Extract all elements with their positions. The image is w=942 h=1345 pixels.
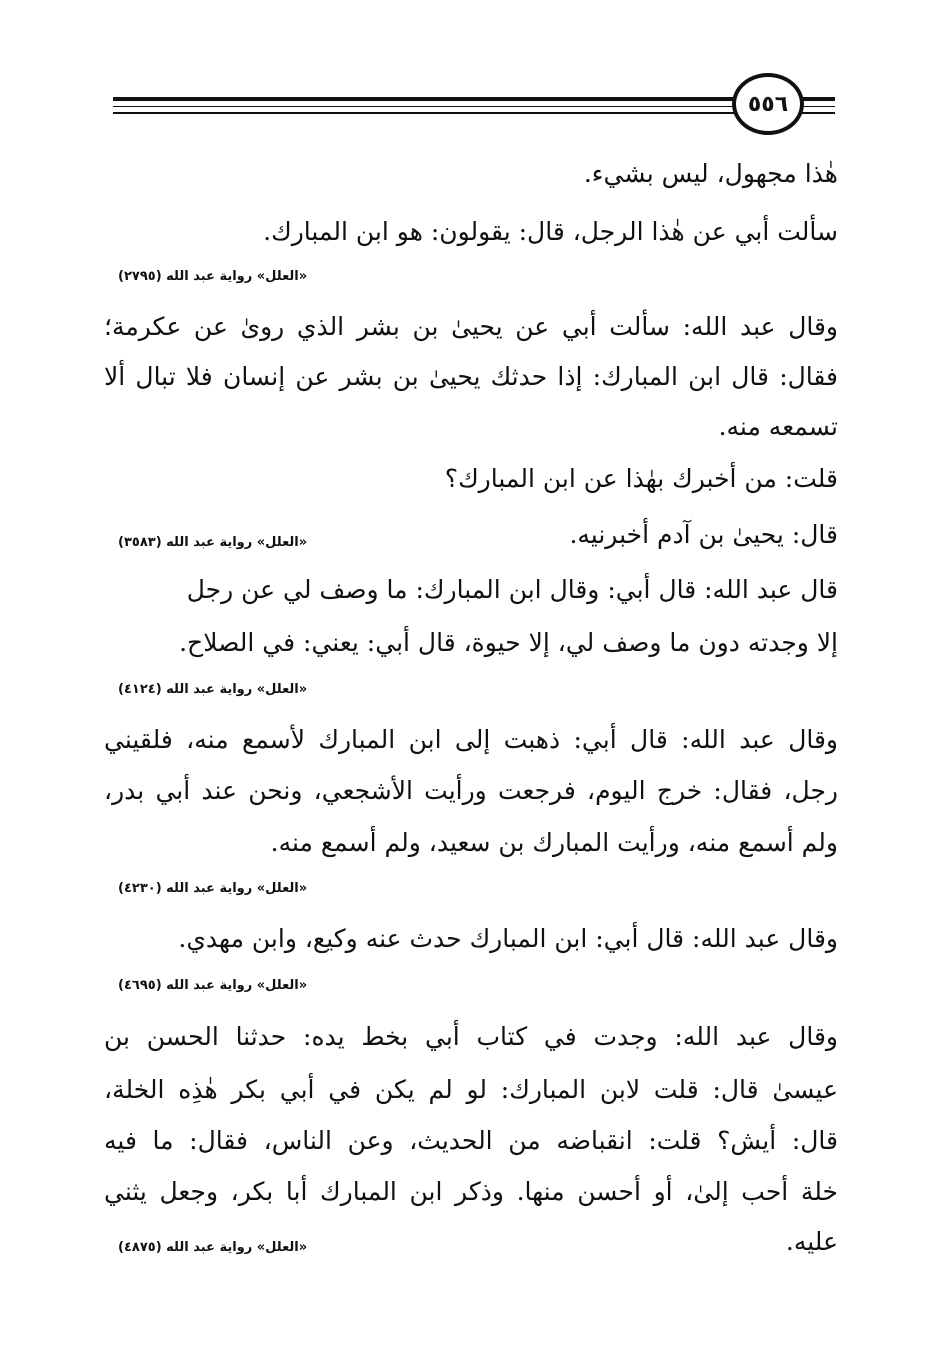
text-line: ولم أسمع منه، ورأيت المبارك بن سعيد، ولم أسمع منه. <box>270 828 838 857</box>
text-line: عليه. <box>785 1227 838 1256</box>
text-line: قال: يحيىٰ بن آدم أخبرنيه. <box>569 520 838 549</box>
text-line: تسمعه منه. <box>718 412 838 441</box>
page-header <box>0 0 942 150</box>
text-line: إلا وجدته دون ما وصف لي، إلا حيوة، قال أبي: يعني: في الصلاح. <box>179 628 838 657</box>
header-rule-thin <box>113 106 738 107</box>
header-rule-medium <box>113 112 738 114</box>
header-rule-right-thick <box>800 97 835 101</box>
text-line: قال عبد الله: قال أبي: وقال ابن المبارك: ما وصف لي عن رجل <box>186 575 838 604</box>
text-line: خلة أحب إلىٰ، أو أحسن منها. وذكر ابن المبارك أبا بكر، وجعل يثني <box>104 1177 838 1206</box>
source-citation: «العلل» رواية عبد الله (٤٢٣٠) <box>118 881 308 896</box>
page-number: ٥٥٦ <box>732 73 804 135</box>
text-line: وقال عبد الله: قال أبي: ذهبت إلى ابن المبارك لأسمع منه، فلقيني <box>104 725 838 754</box>
header-rule-right-medium <box>800 112 835 114</box>
text-line: قلت: من أخبرك بهٰذا عن ابن المبارك؟ <box>444 464 838 493</box>
header-rule-thick <box>113 97 738 101</box>
text-line: قال: أيش؟ قلت: انقباضه من الحديث، وعن الناس، فقال: ما فيه <box>104 1126 838 1155</box>
header-rule-right-thin <box>800 106 835 107</box>
source-citation: «العلل» رواية عبد الله (٢٧٩٥) <box>118 269 308 284</box>
text-line: رجل، فقال: خرج اليوم، فرجعت ورأيت الأشجعي، ونحن عند أبي بدر، <box>104 776 838 805</box>
source-citation: «العلل» رواية عبد الله (٤٦٩٥) <box>118 978 308 993</box>
text-line: وقال عبد الله: سألت أبي عن يحيىٰ بن بشر الذي روىٰ عن عكرمة؛ <box>104 312 838 341</box>
source-citation: «العلل» رواية عبد الله (٤٨٧٥) <box>118 1240 308 1255</box>
text-line: عيسىٰ قال: قلت لابن المبارك: لو لم يكن في أبي بكر هٰذِه الخلة، <box>104 1075 838 1104</box>
text-line: سألت أبي عن هٰذا الرجل، قال: يقولون: هو ابن المبارك. <box>263 217 838 246</box>
text-line: فقال: قال ابن المبارك: إذا حدثك يحيىٰ بن بشر عن إنسان فلا تبال ألا <box>104 362 839 391</box>
source-citation: «العلل» رواية عبد الله (٤١٢٤) <box>118 682 308 697</box>
source-citation: «العلل» رواية عبد الله (٣٥٨٣) <box>118 535 308 550</box>
text-line: هٰذا مجهول، ليس بشيء. <box>583 159 838 188</box>
text-line: وقال عبد الله: قال أبي: ابن المبارك حدث عنه وكيع، وابن مهدي. <box>178 924 838 953</box>
text-line: وقال عبد الله: وجدت في كتاب أبي بخط يده: حدثنا الحسن بن <box>104 1022 838 1051</box>
